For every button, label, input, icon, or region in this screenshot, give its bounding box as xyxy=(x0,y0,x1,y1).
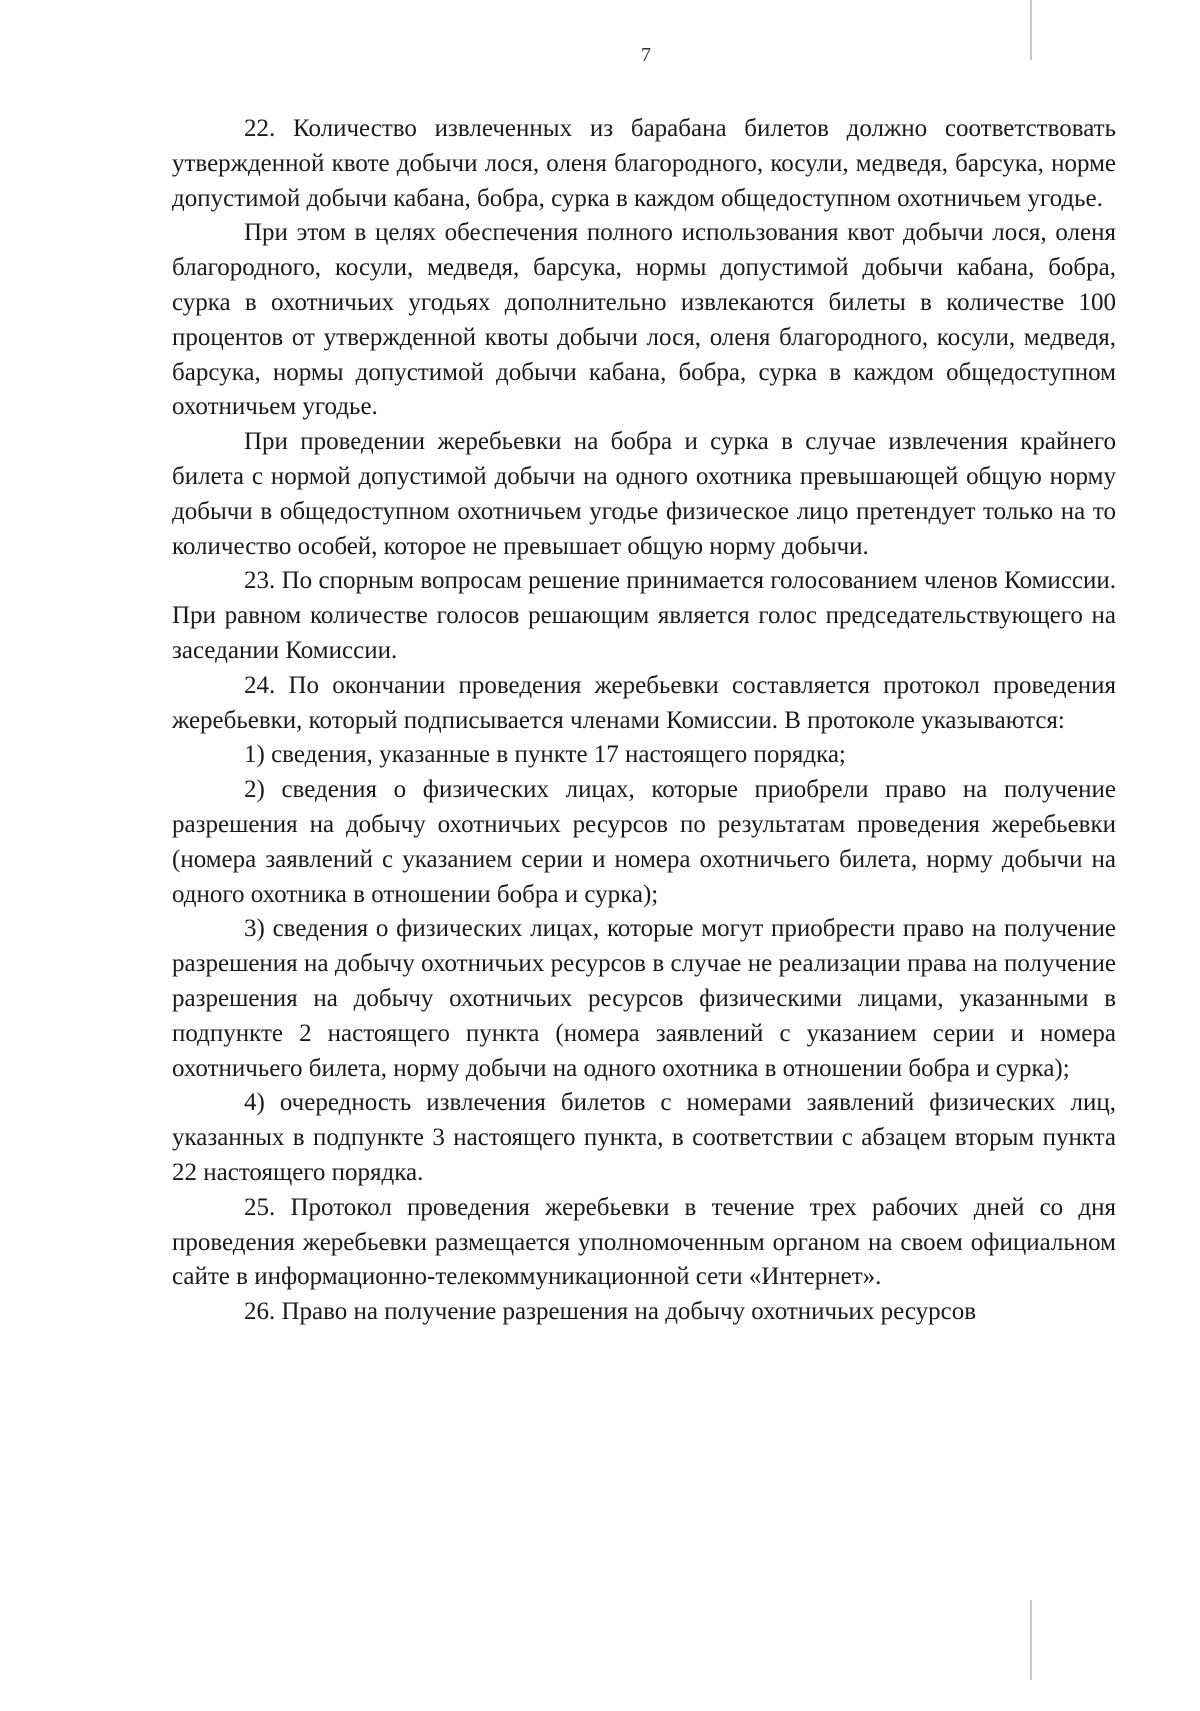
paragraph-24: 24. По окончании проведения жеребьевки составляется протокол проведения жеребьевки, который подписывается членами Комиссии. В протоколе указываются: xyxy=(172,671,1116,734)
list-item-3: 3) сведения о физических лицах, которые могут приобрести право на получение разрешения на добычу охотничьих ресурсов в случае не реализации права на получение разрешения на добычу охотничьих ресурсов физическими лицами, указанными в подпункте 2 настоящего пункта (номера заявлений с указанием серии и номера охотничьего билета, норму добычи на одного охотника в отношении бобра и сурка); xyxy=(172,915,1116,1082)
paragraph-22-third: При проведении жеребьевки на бобра и сурка в случае извлечения крайнего билета с нормой допустимой добычи на одного охотника превышающей общую норму добычи в общедоступном охотничьем угодье физическое лицо претендует только на то количество особей, которое не превышает общую норму добычи. xyxy=(172,428,1116,560)
paragraph-22: 22. Количество извлеченных из барабана билетов должно соответствовать утвержденной квоте добычи лося, оленя благородного, косули, медведя, барсука, норме допустимой добычи кабана, бобра, сурка в каждом общедоступном охотничьем угодье. xyxy=(172,115,1116,212)
paragraph-25: 25. Протокол проведения жеребьевки в течение трех рабочих дней со дня проведения жеребьевки размещается уполномоченным органом на своем официальном сайте в информационно-телекоммуникационной сети «Интернет». xyxy=(172,1193,1116,1291)
paragraph-23: 23. По спорным вопросам решение принимается голосованием членов Комиссии. При равном количестве голосов решающим является голос председательствующего на заседании Комиссии. xyxy=(172,567,1116,664)
document-body xyxy=(172,112,1116,1330)
paragraph-26: 26. Право на получение разрешения на добычу охотничьих ресурсов xyxy=(244,1298,977,1326)
list-item-2: 2) сведения о физических лицах, которые приобрели право на получение разрешения на добычу охотничьих ресурсов по результатам проведения жеребьевки (номера заявлений с указанием серии и номера охотничьего билета, норму добычи на одного охотника в отношении бобра и сурка); xyxy=(172,776,1116,908)
paragraph-22-second: При этом в целях обеспечения полного использования квот добычи лося, оленя благородного, косули, медведя, барсука, нормы допустимой добычи кабана, бобра, сурка в охотничьих угодьях дополнительно извлекаются билеты в количестве 100 процентов от утвержденной квоты добычи лося, оленя благородного, косули, медведя, барсука, нормы допустимой добычи кабана, бобра, сурка в каждом общедоступном охотничьем угодье. xyxy=(172,219,1116,421)
list-item-4: 4) очередность извлечения билетов с номерами заявлений физических лиц, указанных в подпункте 3 настоящего пункта, в соответствии с абзацем вторым пункта 22 настоящего порядка. xyxy=(172,1089,1116,1186)
scan-edge-line xyxy=(1030,1600,1032,1680)
list-item-1: 1) сведения, указанные в пункте 17 настоящего порядка; xyxy=(244,741,846,769)
page-number: 7 xyxy=(641,44,651,66)
